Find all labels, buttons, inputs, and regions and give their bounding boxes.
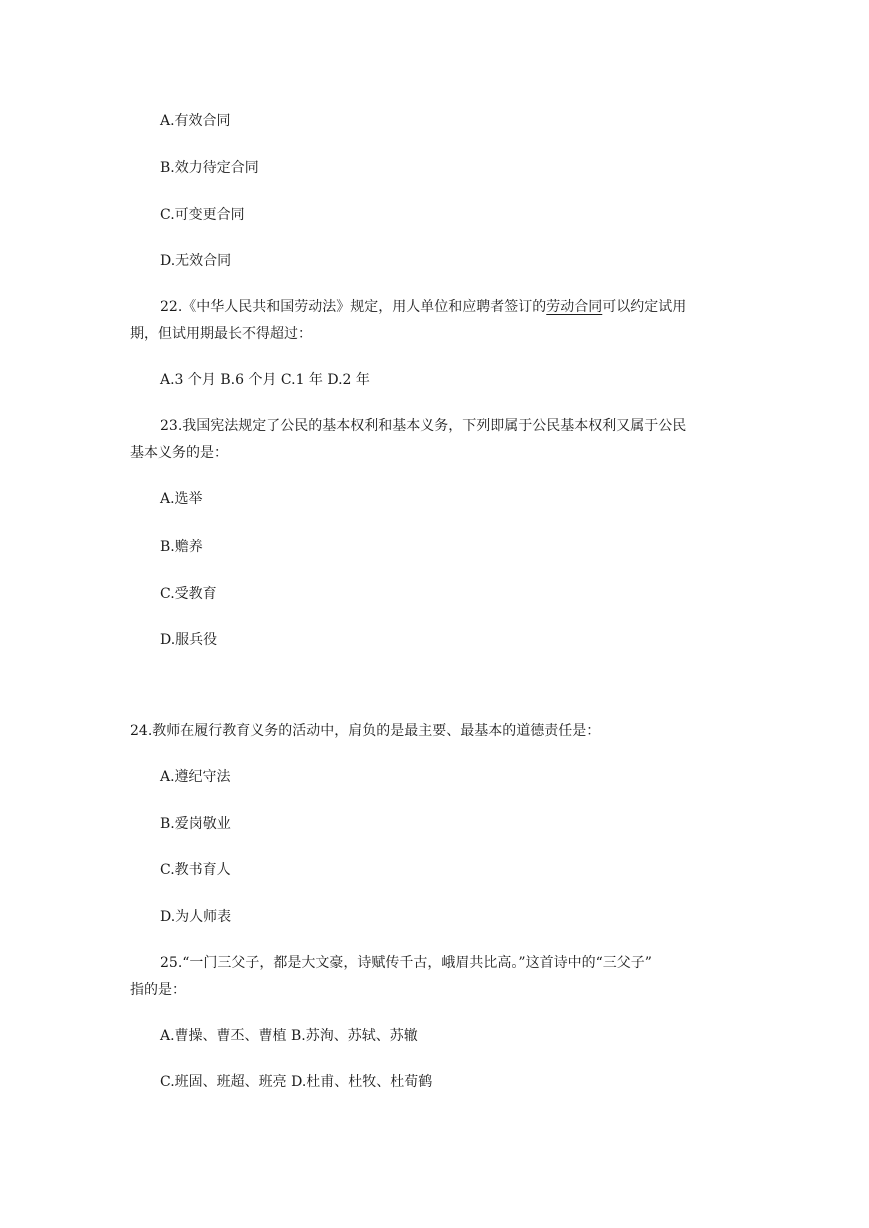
q25-options-line2: C.班固、班超、班亮 D.杜甫、杜牧、杜荀鹤 — [160, 1074, 433, 1090]
q23-option-b: B.赡养 — [160, 539, 203, 555]
q23-option-d: D.服兵役 — [160, 632, 218, 648]
q22-stem-suffix: 可以约定试用 — [602, 299, 687, 315]
q21-option-a: A.有效合同 — [160, 113, 231, 129]
q21-option-b: B.效力待定合同 — [160, 160, 259, 176]
q22-stem-prefix: 22.《中华人民共和国劳动法》规定，用人单位和应聘者签订的 — [160, 299, 547, 315]
q23-stem-line1: 23.我国宪法规定了公民的基本权利和基本义务，下列即属于公民基本权利又属于公民 — [160, 418, 687, 434]
q23-option-a: A.选举 — [160, 491, 203, 507]
q21-option-c: C.可变更合同 — [160, 207, 245, 223]
q24-option-d: D.为人师表 — [160, 909, 232, 925]
q22-stem-line2: 期，但试用期最长不得超过： — [130, 326, 312, 342]
labor-contract-link[interactable]: 劳动合同 — [546, 299, 603, 315]
q24-option-c: C.教书育人 — [160, 862, 231, 878]
q25-stem-line2: 指的是： — [130, 982, 186, 998]
q24-option-a: A.遵纪守法 — [160, 769, 231, 785]
q24-option-b: B.爱岗敬业 — [160, 816, 231, 832]
q25-stem-line1: 25.“一门三父子，都是大文豪，诗赋传千古，峨眉共比高。”这首诗中的“三父子” — [160, 955, 652, 971]
q22-stem-line1 — [160, 297, 686, 317]
q24-stem: 24.教师在履行教育义务的活动中，肩负的是最主要、最基本的道德责任是： — [130, 723, 601, 739]
q21-option-d: D.无效合同 — [160, 253, 232, 269]
q25-options-line1: A.曹操、曹丕、曹植 B.苏洵、苏轼、苏辙 — [160, 1028, 418, 1044]
q23-stem-line2: 基本义务的是： — [130, 445, 228, 461]
q23-option-c: C.受教育 — [160, 586, 217, 602]
q22-options: A.3 个月 B.6 个月 C.1 年 D.2 年 — [160, 372, 370, 388]
